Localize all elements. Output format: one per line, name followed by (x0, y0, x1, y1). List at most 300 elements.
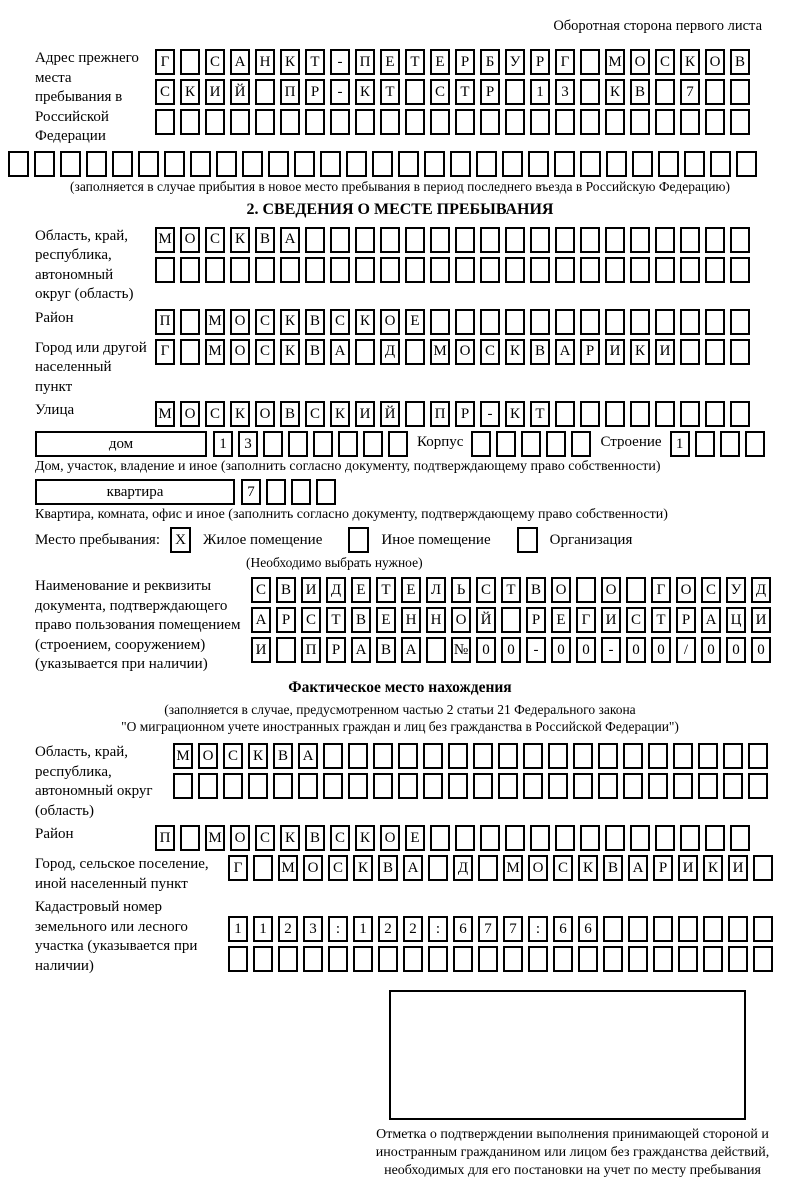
char-cell: С (301, 607, 321, 633)
char-cell (728, 946, 748, 972)
prev-address-rows (155, 49, 792, 135)
char-cell: И (655, 339, 675, 365)
char-cell (695, 431, 715, 457)
char-cell: Н (426, 607, 446, 633)
char-cell: А (403, 855, 423, 881)
char-cell (580, 79, 600, 105)
char-cell: У (726, 577, 746, 603)
char-cell (403, 946, 423, 972)
char-cell: В (305, 309, 325, 335)
char-cell (355, 109, 375, 135)
char-cell (680, 339, 700, 365)
char-cell (266, 479, 286, 505)
char-cell: Т (405, 49, 425, 75)
char-cell: : (428, 916, 448, 942)
char-cell: М (430, 339, 450, 365)
char-cell (655, 227, 675, 253)
char-cell (680, 257, 700, 283)
char-cell: К (355, 825, 375, 851)
char-cell: К (703, 855, 723, 881)
char-cell (605, 309, 625, 335)
char-cell: Т (501, 577, 521, 603)
char-cell: И (251, 637, 271, 663)
char-cell (355, 257, 375, 283)
char-cell (373, 773, 393, 799)
char-cell (273, 773, 293, 799)
char-cell: О (255, 401, 275, 427)
char-cell: В (376, 637, 396, 663)
char-cell (548, 773, 568, 799)
char-cell (86, 151, 107, 177)
document-row-2 (251, 607, 792, 633)
char-cell: А (701, 607, 721, 633)
stay-option-other (348, 527, 490, 553)
char-cell: Р (676, 607, 696, 633)
char-cell: П (301, 637, 321, 663)
char-cell (580, 257, 600, 283)
char-cell: Р (276, 607, 296, 633)
char-cell: 2 (403, 916, 423, 942)
char-cell: С (305, 401, 325, 427)
char-cell (180, 339, 200, 365)
char-cell: Д (326, 577, 346, 603)
char-cell: 6 (453, 916, 473, 942)
prev-address-overflow-row (8, 151, 792, 177)
char-cell (478, 946, 498, 972)
char-cell (380, 109, 400, 135)
char-cell (605, 227, 625, 253)
apartment-box: квартира (35, 479, 235, 505)
char-cell: В (526, 577, 546, 603)
char-cell: 0 (701, 637, 721, 663)
stay-option-residential (170, 527, 322, 553)
char-cell (530, 227, 550, 253)
char-cell: Р (653, 855, 673, 881)
char-cell (576, 577, 596, 603)
char-cell (502, 151, 523, 177)
char-cell (555, 309, 575, 335)
apartment-number-cells (241, 479, 341, 505)
char-cell: Т (651, 607, 671, 633)
char-cell: И (678, 855, 698, 881)
char-cell: О (551, 577, 571, 603)
house-number-cells (213, 431, 413, 457)
char-cell: С (476, 577, 496, 603)
char-cell (605, 401, 625, 427)
cadastral-row-2 (228, 946, 792, 972)
char-cell: 7 (503, 916, 523, 942)
char-cell: К (180, 79, 200, 105)
char-cell: В (273, 743, 293, 769)
char-cell: О (705, 49, 725, 75)
house-row (35, 431, 792, 457)
char-cell (580, 227, 600, 253)
char-cell (730, 401, 750, 427)
char-cell (230, 109, 250, 135)
char-cell (198, 773, 218, 799)
char-cell: У (505, 49, 525, 75)
char-cell: И (205, 79, 225, 105)
char-cell (405, 227, 425, 253)
char-cell (398, 773, 418, 799)
char-cell (653, 916, 673, 942)
char-cell: В (305, 825, 325, 851)
char-cell (573, 743, 593, 769)
char-cell: 0 (501, 637, 521, 663)
char-cell: В (255, 227, 275, 253)
char-cell (598, 773, 618, 799)
char-cell: И (751, 607, 771, 633)
char-cell: О (230, 339, 250, 365)
char-cell (373, 743, 393, 769)
char-cell: К (353, 855, 373, 881)
char-cell (430, 309, 450, 335)
char-cell: Т (305, 49, 325, 75)
char-cell: К (355, 309, 375, 335)
char-cell (603, 946, 623, 972)
char-cell (705, 401, 725, 427)
char-cell: - (526, 637, 546, 663)
char-cell: С (205, 227, 225, 253)
char-cell (372, 151, 393, 177)
char-cell (530, 257, 550, 283)
char-cell: Г (576, 607, 596, 633)
char-cell (323, 773, 343, 799)
char-cell: Ц (726, 607, 746, 633)
char-cell (424, 151, 445, 177)
char-cell (480, 309, 500, 335)
char-cell: Г (155, 49, 175, 75)
actual-district-field (8, 825, 792, 851)
char-cell: К (630, 339, 650, 365)
char-cell: В (630, 79, 650, 105)
char-cell (112, 151, 133, 177)
char-cell (730, 257, 750, 283)
char-cell (328, 946, 348, 972)
actual-region-row-1 (173, 743, 792, 769)
char-cell: 1 (670, 431, 690, 457)
actual-region-field (8, 743, 792, 821)
char-cell (673, 743, 693, 769)
char-cell (606, 151, 627, 177)
char-cell (230, 257, 250, 283)
char-cell: К (680, 49, 700, 75)
actual-region-row-2 (173, 773, 792, 799)
region-rows (155, 227, 792, 283)
char-cell: Р (455, 49, 475, 75)
char-cell: М (205, 825, 225, 851)
char-cell: Д (380, 339, 400, 365)
char-cell: Е (351, 577, 371, 603)
char-cell (603, 916, 623, 942)
char-cell: С (626, 607, 646, 633)
char-cell (448, 743, 468, 769)
char-cell (580, 49, 600, 75)
char-cell (291, 479, 311, 505)
char-cell (423, 773, 443, 799)
char-cell (680, 825, 700, 851)
other-premises-label: Иное помещение (381, 531, 491, 548)
char-cell: Н (255, 49, 275, 75)
char-cell: К (280, 339, 300, 365)
char-cell: П (155, 825, 175, 851)
char-cell (305, 109, 325, 135)
char-cell (680, 309, 700, 335)
char-cell (555, 401, 575, 427)
char-cell: 1 (213, 431, 233, 457)
char-cell: Б (480, 49, 500, 75)
char-cell (496, 431, 516, 457)
char-cell: В (603, 855, 623, 881)
char-cell (705, 79, 725, 105)
char-cell (216, 151, 237, 177)
char-cell (313, 431, 333, 457)
street-label: Улица (35, 402, 75, 418)
char-cell (748, 743, 768, 769)
char-cell (498, 773, 518, 799)
char-cell (378, 946, 398, 972)
char-cell (505, 109, 525, 135)
char-cell (728, 916, 748, 942)
char-cell: А (351, 637, 371, 663)
char-cell: Г (651, 577, 671, 603)
char-cell: Г (228, 855, 248, 881)
char-cell (705, 825, 725, 851)
char-cell (450, 151, 471, 177)
char-cell: Е (405, 825, 425, 851)
char-cell (523, 743, 543, 769)
char-cell (655, 309, 675, 335)
char-cell: К (505, 401, 525, 427)
char-cell (405, 79, 425, 105)
char-cell: М (155, 401, 175, 427)
char-cell (710, 151, 731, 177)
prev-address-field (8, 49, 792, 147)
char-cell (180, 257, 200, 283)
char-cell: О (528, 855, 548, 881)
char-cell (753, 946, 773, 972)
char-cell: 0 (576, 637, 596, 663)
char-cell: С (223, 743, 243, 769)
actual-district-row (155, 825, 792, 851)
choose-note: (Необходимо выбрать нужное) (246, 555, 423, 570)
document-row-3 (251, 637, 792, 663)
char-cell (723, 773, 743, 799)
char-cell (255, 109, 275, 135)
prev-address-row-3 (155, 109, 792, 135)
char-cell: Ь (451, 577, 471, 603)
char-cell (658, 151, 679, 177)
char-cell: П (155, 309, 175, 335)
char-cell (423, 743, 443, 769)
char-cell (705, 339, 725, 365)
residential-label: Жилое помещение (203, 531, 323, 548)
char-cell (316, 479, 336, 505)
char-cell (653, 946, 673, 972)
char-cell: Г (155, 339, 175, 365)
char-cell: И (601, 607, 621, 633)
char-cell (748, 773, 768, 799)
char-cell (630, 309, 650, 335)
char-cell: С (255, 339, 275, 365)
char-cell (430, 227, 450, 253)
char-cell: Р (580, 339, 600, 365)
char-cell (505, 227, 525, 253)
char-cell: К (330, 401, 350, 427)
char-cell (605, 825, 625, 851)
char-cell: 6 (553, 916, 573, 942)
char-cell (548, 743, 568, 769)
char-cell: С (655, 49, 675, 75)
char-cell: К (355, 79, 375, 105)
char-cell (680, 227, 700, 253)
district-field (8, 309, 792, 335)
char-cell: К (578, 855, 598, 881)
region-row-2 (155, 257, 792, 283)
cadastral-label: Кадастровый номер земельного или лесного участка (указывается при наличии) (35, 899, 198, 974)
char-cell: И (605, 339, 625, 365)
char-cell (655, 825, 675, 851)
char-cell (430, 109, 450, 135)
char-cell: 0 (726, 637, 746, 663)
char-cell (480, 227, 500, 253)
char-cell (623, 743, 643, 769)
char-cell (405, 257, 425, 283)
char-cell (628, 946, 648, 972)
char-cell (320, 151, 341, 177)
stamp-area (389, 990, 746, 1120)
char-cell (363, 431, 383, 457)
char-cell (278, 946, 298, 972)
char-cell (228, 946, 248, 972)
char-cell: - (330, 79, 350, 105)
actual-city-row (228, 855, 792, 881)
char-cell (680, 401, 700, 427)
char-cell (346, 151, 367, 177)
char-cell (605, 109, 625, 135)
char-cell (648, 743, 668, 769)
char-cell (673, 773, 693, 799)
stay-option-organization (517, 527, 633, 553)
char-cell: К (280, 825, 300, 851)
char-cell (398, 743, 418, 769)
char-cell (736, 151, 757, 177)
actual-location-note-line2: "О миграционном учете иностранных граждан и лиц без гражданства в Российской Федерации") (121, 718, 679, 734)
char-cell: Е (401, 577, 421, 603)
char-cell: К (230, 401, 250, 427)
other-premises-checkbox (348, 527, 369, 553)
char-cell (253, 946, 273, 972)
char-cell (280, 257, 300, 283)
char-cell: И (301, 577, 321, 603)
char-cell (268, 151, 289, 177)
char-cell: Е (551, 607, 571, 633)
char-cell (298, 773, 318, 799)
cadastral-field (8, 898, 792, 976)
char-cell: Й (380, 401, 400, 427)
char-cell (678, 946, 698, 972)
char-cell (255, 257, 275, 283)
char-cell (530, 309, 550, 335)
char-cell (355, 339, 375, 365)
char-cell (528, 946, 548, 972)
section2-title: 2. СВЕДЕНИЯ О МЕСТЕ ПРЕБЫВАНИЯ (246, 200, 554, 218)
char-cell: 1 (530, 79, 550, 105)
char-cell (180, 49, 200, 75)
char-cell (626, 577, 646, 603)
char-cell (623, 773, 643, 799)
char-cell (745, 431, 765, 457)
char-cell: 2 (378, 916, 398, 942)
char-cell: Е (405, 309, 425, 335)
char-cell (138, 151, 159, 177)
char-cell (580, 309, 600, 335)
char-cell (703, 946, 723, 972)
char-cell: Д (453, 855, 473, 881)
char-cell (655, 79, 675, 105)
char-cell (546, 431, 566, 457)
char-cell (480, 109, 500, 135)
char-cell: С (155, 79, 175, 105)
char-cell: С (255, 309, 275, 335)
char-cell (348, 743, 368, 769)
char-cell (323, 743, 343, 769)
char-cell (180, 109, 200, 135)
char-cell: 3 (303, 916, 323, 942)
char-cell (330, 109, 350, 135)
char-cell (498, 743, 518, 769)
char-cell: - (601, 637, 621, 663)
prev-address-row-2 (155, 79, 792, 105)
char-cell: А (280, 227, 300, 253)
char-cell (655, 257, 675, 283)
char-cell: Р (305, 79, 325, 105)
char-cell (684, 151, 705, 177)
char-cell: М (605, 49, 625, 75)
char-cell: А (251, 607, 271, 633)
organization-checkbox (517, 527, 538, 553)
char-cell (530, 825, 550, 851)
char-cell: 0 (651, 637, 671, 663)
char-cell: О (630, 49, 650, 75)
char-cell: А (401, 637, 421, 663)
char-cell (294, 151, 315, 177)
char-cell: 7 (680, 79, 700, 105)
char-cell (330, 227, 350, 253)
char-cell (476, 151, 497, 177)
char-cell (455, 825, 475, 851)
district-row (155, 309, 792, 335)
organization-label: Организация (549, 531, 633, 548)
char-cell (255, 79, 275, 105)
char-cell: С (430, 79, 450, 105)
char-cell (503, 946, 523, 972)
char-cell: П (355, 49, 375, 75)
char-cell: 7 (478, 916, 498, 942)
char-cell (580, 401, 600, 427)
char-cell (305, 227, 325, 253)
char-cell (430, 825, 450, 851)
char-cell: С (255, 825, 275, 851)
region-label: Область, край, республика, автономный округ (область) (35, 227, 134, 302)
char-cell (180, 309, 200, 335)
char-cell (405, 339, 425, 365)
char-cell (698, 743, 718, 769)
char-cell (580, 151, 601, 177)
char-cell (155, 109, 175, 135)
char-cell (505, 825, 525, 851)
char-cell (426, 637, 446, 663)
